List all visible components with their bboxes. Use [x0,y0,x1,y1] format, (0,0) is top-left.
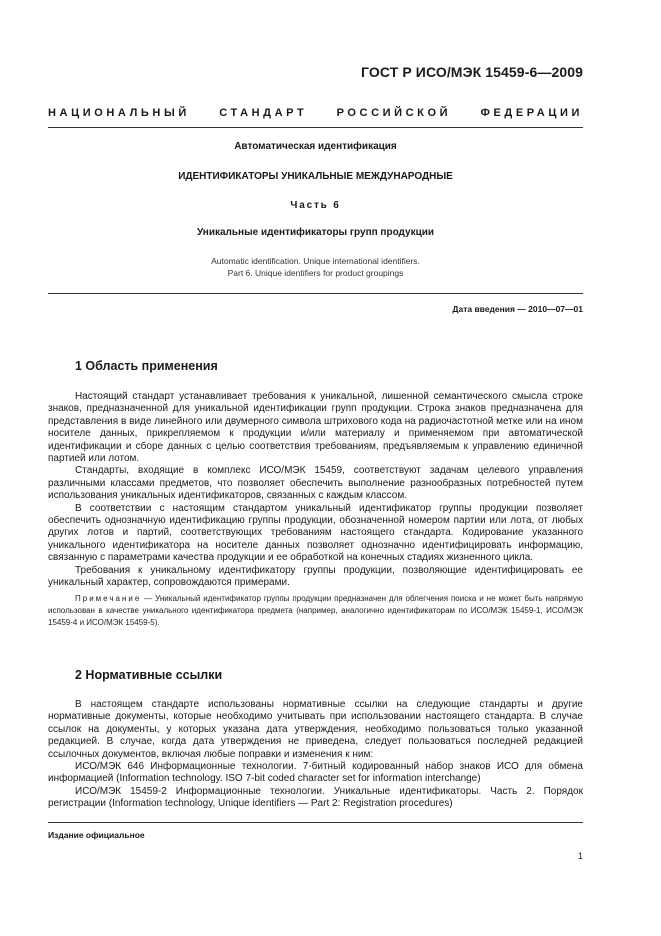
banner-word: НАЦИОНАЛЬНЫЙ [48,107,190,119]
section-heading: 2 Нормативные ссылки [75,668,223,682]
banner-word: ФЕДЕРАЦИИ [480,107,583,119]
footer-divider [48,822,583,823]
section-heading: 1 Область применения [75,359,218,373]
section-body [48,699,583,811]
title-divider [48,293,583,294]
section-normative-references [48,668,583,811]
document-number: ГОСТ Р ИСО/МЭК 15459-6—2009 [361,64,583,80]
top-divider [48,127,583,128]
edition-label: Издание официальное [48,830,145,840]
note-text: — Уникальный идентификатор группы продукции предназначен для облегчения поиска и не может быть напрямую использован в качестве уникального идентификатора предмета (например, аналогично идентификаторам по ИСО/МЭК 15459-1, ИСО/МЭК 15459-4 и ИСО/МЭК 15459-5). [48,593,583,627]
national-standard-banner [48,107,583,119]
document-subject: Автоматическая идентификация [234,141,397,152]
document-subtitle: Уникальные идентификаторы групп продукции [196,227,435,238]
english-title-line: Automatic identification. Unique international identifiers. [211,256,420,266]
banner-word: РОССИЙСКОЙ [336,107,452,119]
reference-item: ИСО/МЭК 646 Информационные технологии. 7-битный кодированный набор знаков ИСО для обмена информацией (Information technology. ISO 7-bit coded character set for information interchange) [48,761,583,785]
page-number: 1 [577,851,583,861]
english-title [48,255,583,279]
document-title: ИДЕНТИФИКАТОРЫ УНИКАЛЬНЫЕ МЕЖДУНАРОДНЫЕ [178,171,453,182]
paragraph: Стандарты, входящие в комплекс ИСО/МЭК 15459, соответствуют задачам целевого управления различными классами предметов, что позволяет обеспечить выполнение разнообразных потребностей путем использования уникальных идентификаторов, связанных с каждым классом. [48,465,583,502]
section-body [48,391,583,629]
paragraph: В настоящем стандарте использованы нормативные ссылки на следующие стандарты и другие нормативные документы, которые необходимо учитывать при использовании настоящего стандарта. В случае ссылок на документы, у которых указана дата утверждения, необходимо пользоваться только указанной редакцией. В случае, когда дата утверждения не приведена, следует пользоваться последней редакцией ссылочных документов, включая любые поправки и изменения к ним: [48,699,583,760]
banner-word: СТАНДАРТ [219,107,308,119]
paragraph: Требования к уникальному идентификатору группы продукции, позволяющие идентифицировать ее уникальный характер, сопровождаются примерами. [48,564,583,589]
section-scope [48,359,583,629]
introduction-date: Дата введения — 2010—07—01 [452,304,583,314]
reference-item: ИСО/МЭК 15459-2 Информационные технологии. Уникальные идентификаторы. Часть 2. Порядок регистрации (Information technology, Unique identifiers — Part 2: Registration procedures) [48,785,583,810]
note-label: Примечание [75,593,142,603]
paragraph: В соответствии с настоящим стандартом уникальный идентификатор группы продукции позволяет обеспечить однозначную идентификацию группы продукции, обозначенной номером партии или лота, от любых других лотов и партий, соответствующих требованиям настоящего стандарта. Кодирование указанного уникального идентификатора на носителе данных позволяет однозначно идентифицировать информацию, связанную с параметрами качества продукции и ее обработкой на конечных стадиях жизненного цикла. [48,502,583,564]
note [48,593,583,629]
paragraph: Настоящий стандарт устанавливает требования к уникальной, лишенной семантического смысла строке знаков, предназначенной для уникальной идентификации групп продукции. Строка знаков предназначена для представления в виде линейного или двумерного символа штрихового кода на радиочастотной метке или на ином носителе данных, прикрепляемом к продукции и/или материалу и применяемом при автоматической идентификации и сборе данных с целью соответствия требованиям, предъявляемым к управлению единичной партией или лотом. [48,391,583,465]
english-title-line: Part 6. Unique identifiers for product groupings [227,268,404,278]
document-part: Часть 6 [290,200,341,211]
